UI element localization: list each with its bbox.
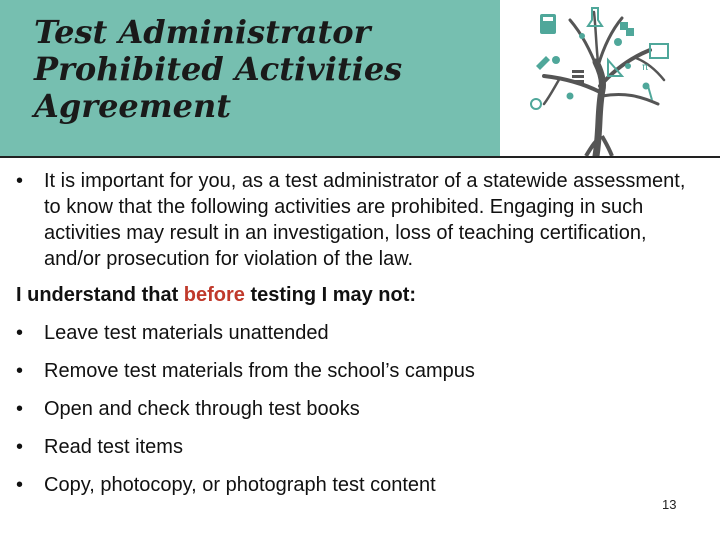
- intro-text: It is important for you, as a test administrator of a statewide assessment, to know that the following activities are prohibited. Engaging in such activities may result in an investigation, loss of teaching certification, and/or prosecution for violation of the law.: [44, 170, 686, 270]
- slide-title: [34, 14, 402, 125]
- title-line-2: Prohibited Activities: [34, 50, 403, 88]
- education-tree-logo: [500, 0, 720, 156]
- slide-header: [0, 0, 720, 158]
- list-item-text: Remove test materials from the school’s campus: [44, 360, 475, 382]
- title-band: [0, 0, 500, 156]
- understand-highlight: before: [183, 284, 245, 306]
- list-item: [16, 320, 696, 346]
- slide-body: [16, 168, 696, 510]
- bullet-glyph: •: [16, 474, 24, 496]
- list-item: [16, 472, 696, 498]
- bullet-glyph: •: [16, 170, 24, 192]
- tree-icon: [500, 0, 720, 156]
- list-item: [16, 434, 696, 460]
- bullet-glyph: •: [16, 436, 24, 458]
- prohibited-activities-list: [16, 320, 696, 498]
- svg-text:π: π: [642, 62, 649, 73]
- title-line-1: Test Administrator: [34, 13, 371, 51]
- list-item-text: Open and check through test books: [44, 398, 360, 420]
- bullet-glyph: •: [16, 322, 24, 344]
- header-divider: [0, 156, 720, 158]
- list-item-text: Read test items: [44, 436, 183, 458]
- list-item: [16, 396, 696, 422]
- bullet-glyph: •: [16, 398, 24, 420]
- bullet-glyph: •: [16, 360, 24, 382]
- list-item-text: Copy, photocopy, or photograph test content: [44, 474, 436, 496]
- list-item-text: Leave test materials unattended: [44, 322, 329, 344]
- understand-prefix: I understand that: [16, 284, 184, 306]
- list-item: [16, 358, 696, 384]
- understand-heading: [16, 282, 696, 308]
- page-number: 13: [662, 497, 677, 512]
- understand-suffix: testing I may not:: [244, 284, 417, 306]
- intro-paragraph: [16, 168, 696, 272]
- title-line-3: Agreement: [34, 87, 232, 125]
